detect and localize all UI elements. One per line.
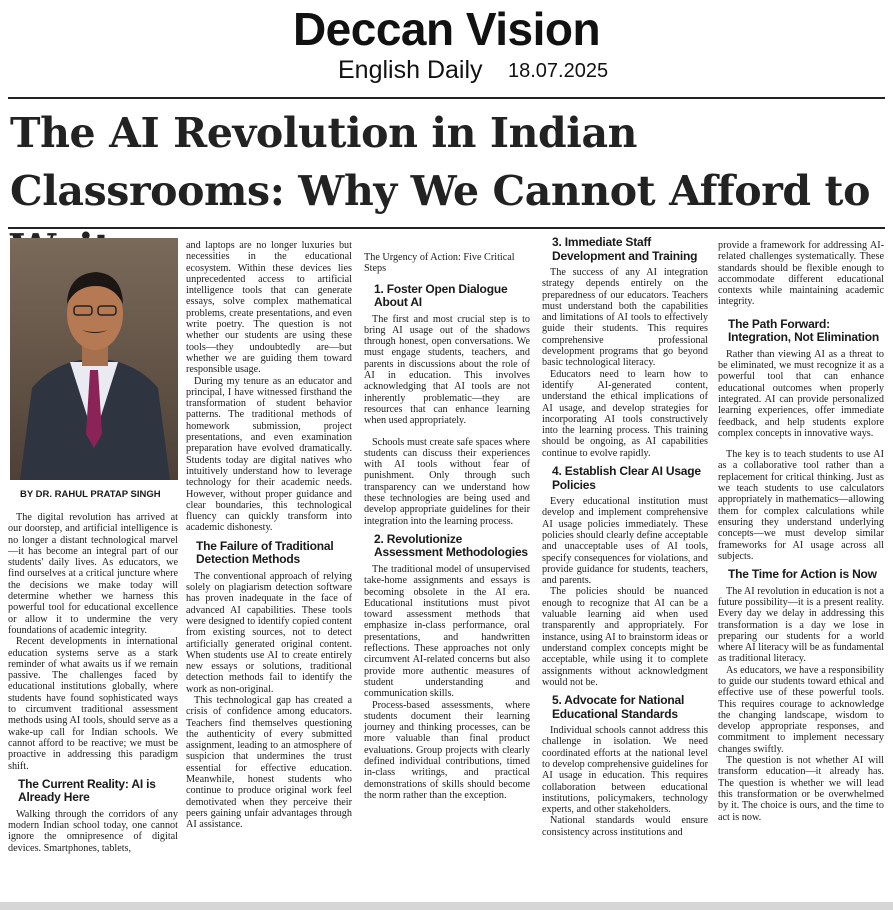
- paragraph: Walking through the corridors of any modern Indian school today, one cannot ignore the omnipresence of digital devices. Smartphones, tablets,: [8, 808, 178, 854]
- paragraph: During my tenure as an educator and principal, I have witnessed firsthand the transformation of student behavior patterns. The traditional methods of homework submission, project presentations, and even examination preparation have evolved dramatically. Students today are digital natives who intuitively understand how to leverage technology for their academic needs. However, without proper guidance and clear boundaries, this technological fluency can quickly transform into academic dishonesty.: [186, 375, 352, 534]
- section-heading: 2. Revolutionize Assessment Methodologies: [374, 531, 528, 560]
- paragraph: The AI revolution in education is not a future possibility—it is a present reality. Every day we delay in addressing this transformation is a day we lose in preparing our students for a world where AI literacy will be as fundamental as traditional literacy.: [718, 585, 884, 665]
- paragraph: National standards would ensure consistency across institutions and: [542, 815, 708, 838]
- issue-date: 18.07.2025: [508, 60, 609, 82]
- paragraph: Rather than viewing AI as a threat to be eliminated, we must recognize it as a powerful tool that can enhance educational outcomes when properly integrated. AI can provide personalized learning experiences, offer immediate feedback, and help students explore complex concepts in innovative ways.: [718, 348, 884, 439]
- section-heading: 3. Immediate Staff Development and Training: [552, 235, 698, 263]
- column-1: [8, 512, 178, 854]
- paragraph: The success of any AI integration strategy depends entirely on the preparedness of our educators. Teachers must understand both the capabilities and limitations of AI tools to effectively guide their students. This requires comprehensive professional development programs that go beyond basic technological literacy.: [542, 267, 708, 369]
- paragraph: Process-based assessments, where students document their learning journey and thinking processes, can be more valuable than final product evaluations. Group projects with clearly defined individual contributions, timed in-class writings, and practical demonstrations of skills should become the norm rather than the exception.: [364, 699, 530, 801]
- newspaper-title: Deccan Vision: [292, 3, 601, 55]
- paragraph: The key is to teach students to use AI as a collaborative tool rather than a replacement for critical thinking. Just as we teach students to use calculators appropriately in mathematics—allowing them for complex calculations while ensuring they understand underlying concepts—we must develop similar frameworks for AI usage across all subjects.: [718, 449, 884, 562]
- paragraph: provide a framework for addressing AI-related challenges systematically. These standards should be flexible enough to accommodate different educational contexts while maintaining academic integrity.: [718, 240, 884, 308]
- newspaper-subtitle: English Daily: [338, 56, 483, 84]
- paragraph: The question is not whether AI will transform education—it already has. The question is whether we will lead this transformation or be overwhelmed by it. The choice is ours, and the time to act is now.: [718, 755, 884, 823]
- section-intro: The Urgency of Action: Five Critical Steps: [364, 252, 515, 275]
- paragraph: Schools must create safe spaces where students can discuss their experiences with AI tools without fear of punishment. Only through such transparency can we understand how these technologies are being used and develop appropriate guidelines for their integration into the learning process.: [364, 436, 530, 527]
- section-heading: The Time for Action is Now: [728, 567, 877, 582]
- section-heading: The Current Reality: AI is Already Here: [18, 776, 156, 805]
- paragraph: Individual schools cannot address this challenge in isolation. We need coordinated efforts at the national level to develop comprehensive guidelines for AI usage in education. This requires collaboration between educational institutions, policymakers, technology experts, and other stakeholders.: [542, 725, 708, 816]
- author-photo: [10, 238, 178, 480]
- paragraph: Educators need to learn how to identify AI-generated content, understand the ethical implications of AI usage, and develop strategies for incorporating AI tools constructively into the learning process. This training should be ongoing, as AI capabilities continue to evolve rapidly.: [542, 368, 708, 459]
- column-4: [542, 234, 708, 838]
- section-heading: The Failure of Traditional Detection Methods: [196, 538, 334, 567]
- column-2: [186, 240, 352, 831]
- paragraph: The conventional approach of relying solely on plagiarism detection software has proven inadequate in the face of advanced AI capabilities. These tools were designed to identify copied content from existing sources, not to detect artificially generated original content. When students use AI to create entirely new essays or solutions, traditional detection methods fail to identify the work as non-original.: [186, 570, 352, 695]
- bottom-strip: [0, 902, 893, 910]
- paragraph: The first and most crucial step is to bring AI usage out of the shadows through honest, open conversations. We must engage students, teachers, and parents in discussions about the role of AI in education. This involves acknowledging that AI tools are not inherently problematic—they are resources that can enhance learning when used appropriately.: [364, 313, 530, 427]
- article-headline: The AI Revolution in Indian Classrooms: Why We Cannot Afford to: [10, 109, 871, 215]
- headline-divider: [8, 227, 885, 229]
- section-heading: 1. Foster Open Dialogue About AI: [374, 281, 508, 310]
- paragraph: The digital revolution has arrived at our doorstep, and artificial intelligence is no longer a distant technological marvel—it has become an integral part of our students' daily lives. As educators, we find ourselves at a critical juncture where the decisions we make today will determine whether we harness this powerful tool for educational excellence or allow it to undermine the very foundations of academic integrity.: [8, 512, 178, 636]
- paragraph: and laptops are no longer luxuries but necessities in the educational ecosystem. Within these devices lies unprecedented access to artificial intelligence tools that can generate essays, solve complex mathematical problems, create presentations, and even write poetry. The question is not whether our students are using these tools—they undoubtedly are—but whether we are guiding them toward responsible usage.: [186, 240, 352, 376]
- paragraph: This technological gap has created a crisis of confidence among educators. Teachers find themselves questioning the authenticity of every submitted assignment, leading to an atmosphere of suspicion that undermines the trust essential for effective education. Meanwhile, honest students who continue to produce original work feel demotivated when they perceive their peers gaining unfair advantages through AI assistance.: [186, 694, 352, 831]
- section-heading: 4. Establish Clear AI Usage Policies: [552, 464, 701, 492]
- author-byline: BY DR. RAHUL PRATAP SINGH: [20, 489, 161, 500]
- paragraph: The policies should be nuanced enough to recognize that AI can be a valuable learning aid when used transparently and appropriately. For instance, using AI to brainstorm ideas or understand complex concepts might be acceptable, while using it to complete assignments without acknowledgment would not be.: [542, 586, 708, 688]
- section-heading: 5. Advocate for National Educational Standards: [552, 693, 685, 721]
- column-5: [718, 240, 884, 823]
- paragraph: The traditional model of unsupervised take-home assignments and essays is becoming obsolete in the AI era. Educational institutions must pivot toward assessment methods that emphasize in-class performance, oral presentations, and handwritten reflections. These approaches not only circumvent AI-related concerns but also provide more authentic measures of student understanding and communication skills.: [364, 563, 530, 700]
- section-heading: The Path Forward: Integration, Not Elimination: [728, 316, 880, 345]
- masthead-divider: [8, 97, 885, 99]
- paragraph: Every educational institution must develop and implement comprehensive AI usage policies immediately. These policies should clearly define acceptable and unacceptable uses of AI tools, specify consequences for violations, and provide guidance for students, teachers, and parents.: [542, 496, 708, 587]
- column-3: [364, 252, 530, 801]
- masthead: [0, 0, 893, 100]
- paragraph: As educators, we have a responsibility to guide our students toward ethical and effective use of these powerful tools. This requires courage to acknowledge the changing landscape, wisdom to develop appropriate responses, and commitment to implement necessary changes swiftly.: [718, 664, 884, 755]
- paragraph: Recent developments in international education systems serve as a stark reminder of what awaits us if we remain passive. The challenges faced by educational institutions globally, where students have found sophisticated ways to circumvent traditional assessment methods using AI tools, should serve as a wake-up call for Indian schools. We cannot afford to be reactive; we must be proactive in addressing this paradigm shift.: [8, 636, 178, 772]
